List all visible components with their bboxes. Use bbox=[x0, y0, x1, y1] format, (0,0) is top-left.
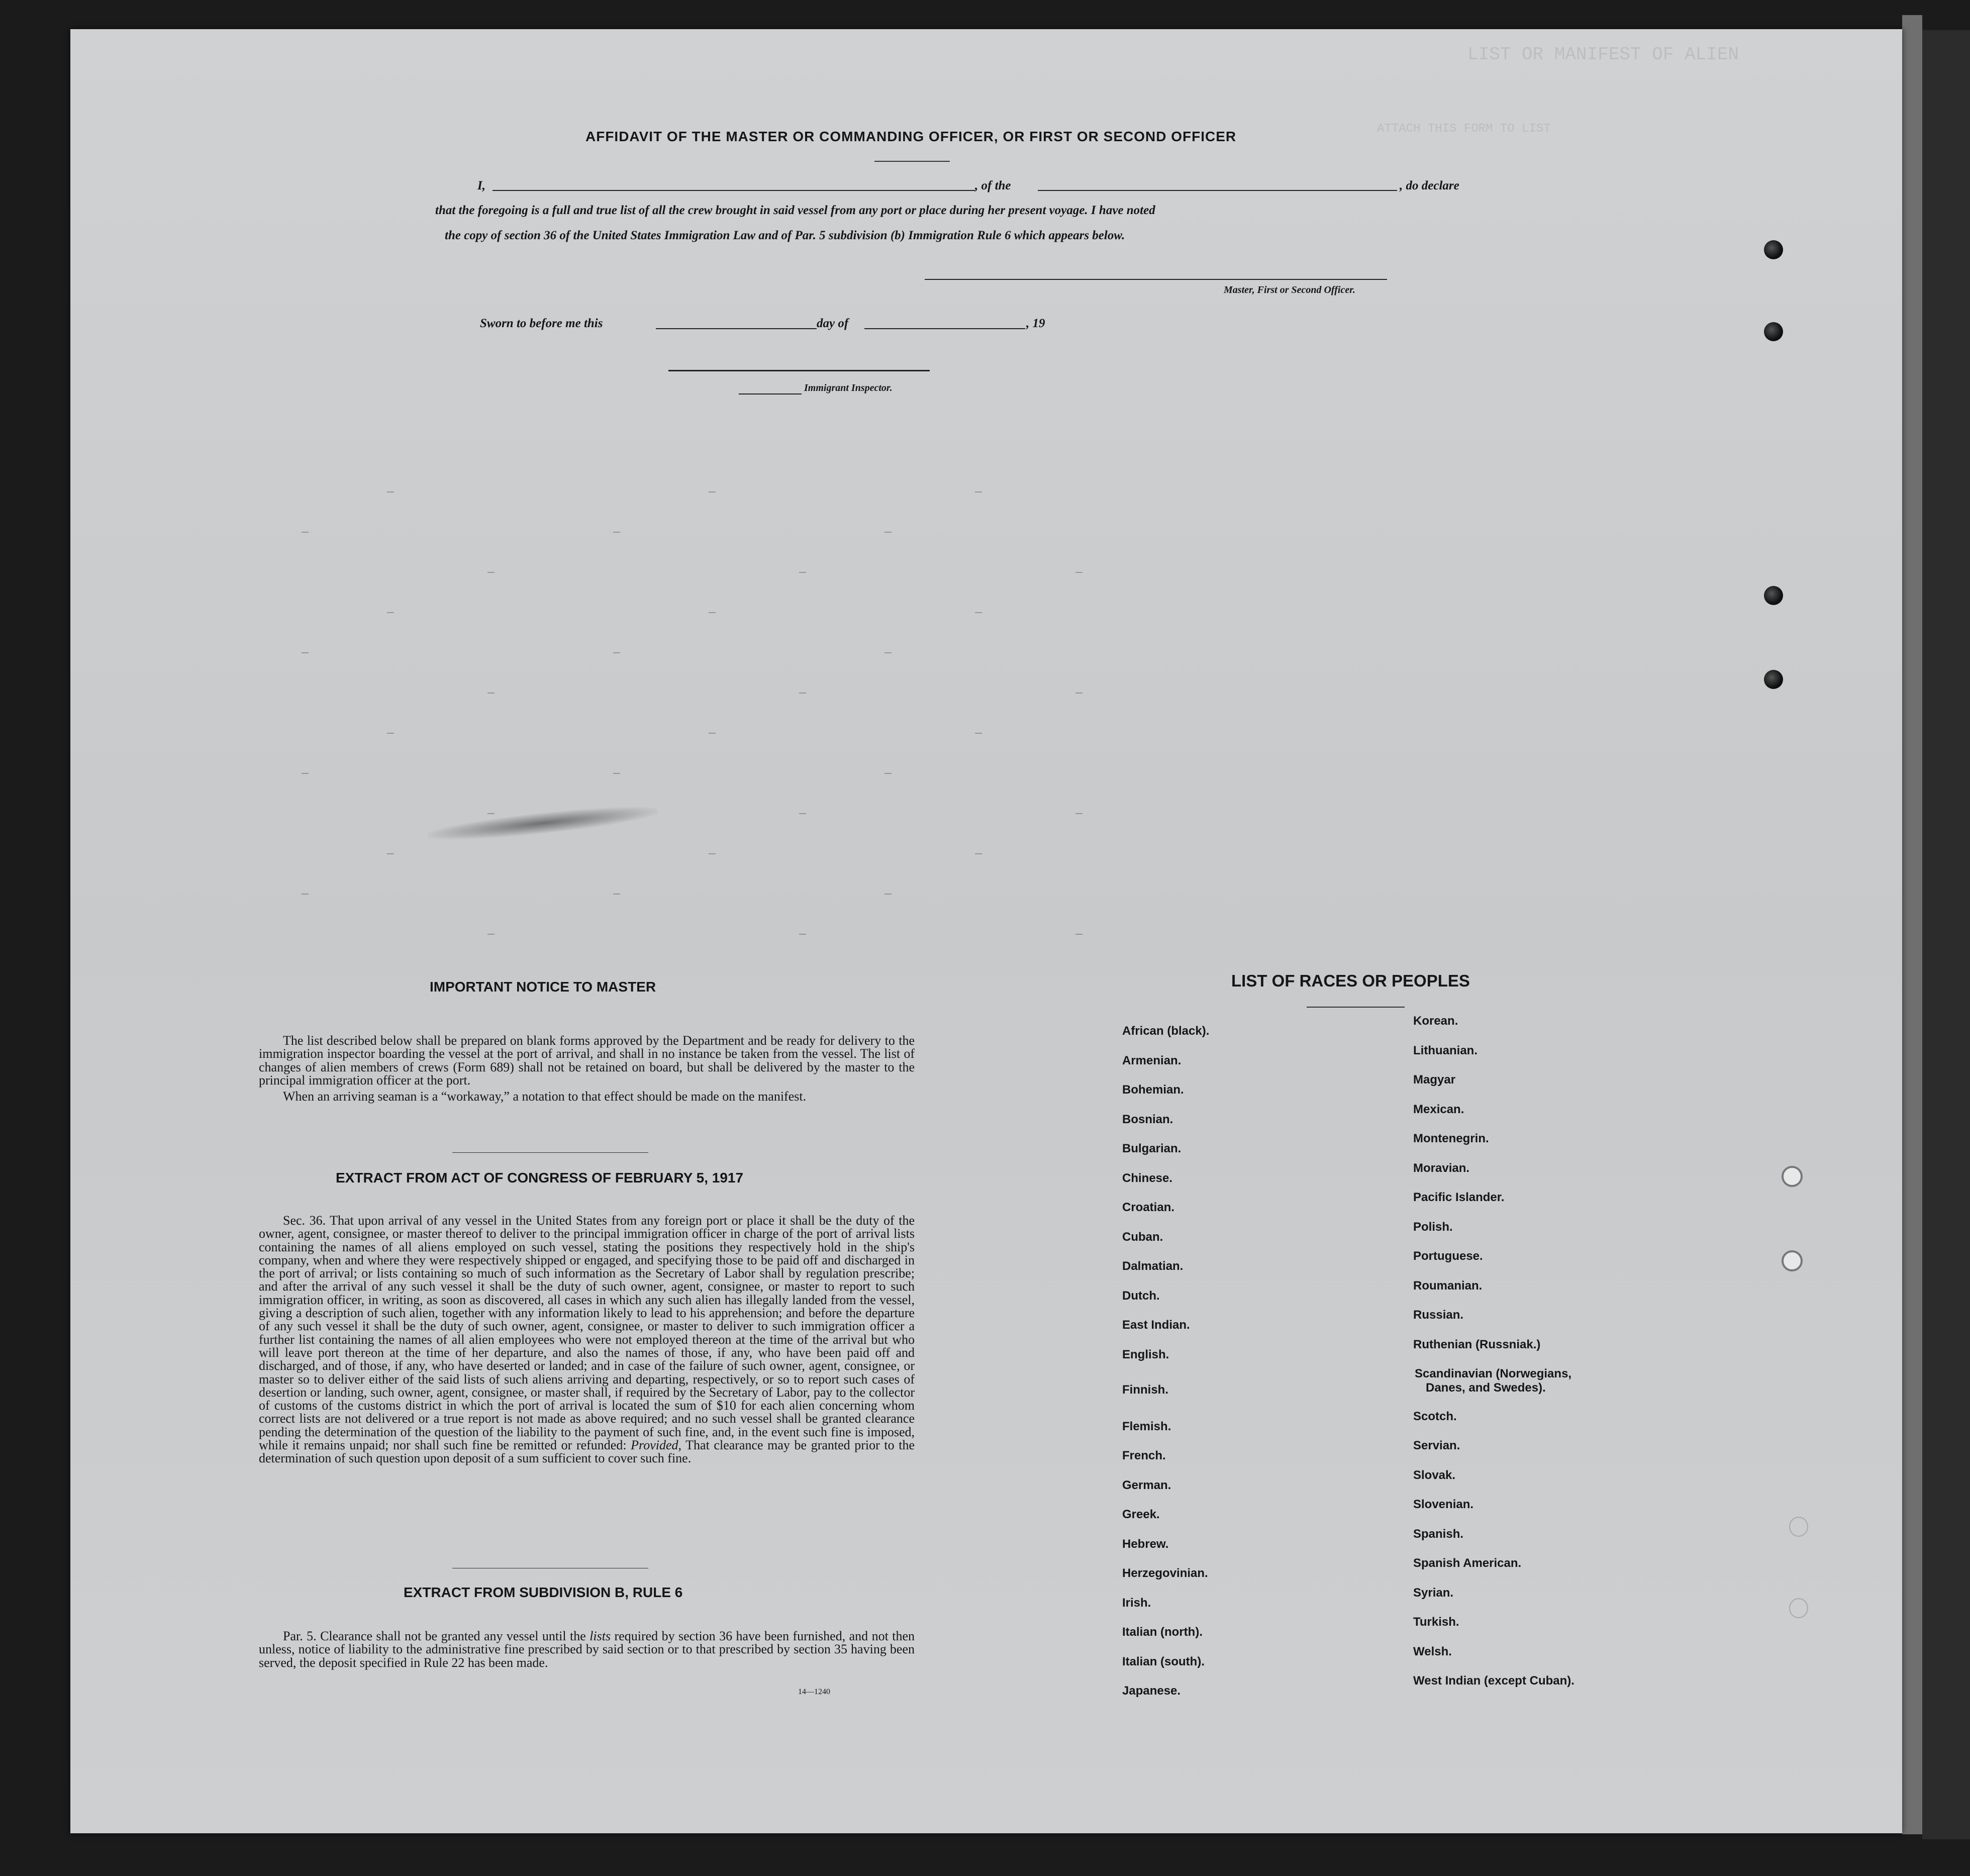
race-item: African (black). bbox=[1122, 1024, 1210, 1038]
section-36-text: That upon arrival of any vessel in the United States from any foreign port or place it shall be the duty of the owner, agent, consignee, or master thereof to deliver to the principal immigration officer in charge of the port of arrival lists containing the names of all aliens employed on such vessel, stating the positions they respectively hold in the ship's company, when and where they were respectively shipped or engaged, and specifying those to be paid off and discharged in the port of arrival; or lists containing so much of such information as the Secretary of Labor shall by regulation prescribe; and after the arrival of any such vessel it shall be the duty of such owner, agent, consignee, or master to report to such immigration officer, in writing, as soon as discovered, all cases in which any such alien has illegally landed from the vessel, giving a description of such alien, together with any information likely to lead to his apprehension; and before the departure of any such vessel it shall be the duty of such owner, agent, consignee, or master to deliver to such immigration officer a further list containing the names of all alien employees who were not employed thereon at the time of the arrival but who will leave port thereon at the time of her departure, and also the names of those, if any, who have been paid off and discharged, and of those, if any, who have deserted or landed; and in case of the failure of such owner, agent, consignee, or master so to deliver either of the said lists of such aliens arriving and departing, respectively, or so to report such cases of desertion or landing, such owner, agent, consignee, or master shall, if required by the Secretary of Labor, pay to the collector of customs of the customs district in which the port of arrival is located the sum of $10 for each alien concerning whom correct lists are not delivered or a true report is not made as above required; and no such vessel shall be granted clearance pending the determination of the question of the liability to the payment of such fine, and, in the event such fine is imposed, while it remains unpaid; nor shall such fine be remitted or refunded: bbox=[259, 1213, 915, 1453]
sworn-day-of: day of bbox=[817, 317, 849, 330]
race-item: Korean. bbox=[1413, 1014, 1458, 1028]
bleed-through-dash bbox=[487, 572, 495, 573]
punch-hole bbox=[1782, 1166, 1803, 1187]
race-item: Irish. bbox=[1122, 1596, 1151, 1610]
race-item: Magyar bbox=[1413, 1073, 1456, 1087]
punch-hole bbox=[1764, 322, 1783, 341]
race-item: Croatian. bbox=[1122, 1201, 1175, 1214]
vessel-blank-line bbox=[1038, 190, 1397, 191]
bleed-through-dash bbox=[302, 652, 309, 653]
race-item: Slovak. bbox=[1413, 1468, 1456, 1482]
ink-smudge bbox=[427, 801, 659, 845]
bleed-through-dash bbox=[975, 491, 982, 492]
race-item: Bohemian. bbox=[1122, 1083, 1184, 1097]
race-item: East Indian. bbox=[1122, 1318, 1190, 1332]
notice-body bbox=[259, 1034, 915, 1103]
bleed-through-dash bbox=[709, 612, 716, 613]
name-blank-line bbox=[492, 190, 975, 191]
punch-hole bbox=[1764, 586, 1783, 605]
notice-title: IMPORTANT NOTICE TO MASTER bbox=[430, 979, 656, 995]
bleed-through-dash bbox=[387, 612, 394, 613]
race-item: Finnish. bbox=[1122, 1383, 1168, 1397]
races-title-underline bbox=[1307, 1007, 1405, 1008]
bleed-through-dash bbox=[302, 532, 309, 533]
extract-act-body bbox=[259, 1214, 915, 1465]
race-item: Spanish. bbox=[1413, 1527, 1464, 1541]
race-item: Roumanian. bbox=[1413, 1278, 1483, 1293]
race-item: Herzegovinian. bbox=[1122, 1566, 1208, 1580]
race-item: English. bbox=[1122, 1347, 1169, 1361]
bleed-through-dash bbox=[975, 612, 982, 613]
sworn-month-line bbox=[864, 328, 1025, 329]
bleed-through-mark: ATTACH THIS FORM TO LIST bbox=[1377, 122, 1551, 136]
bleed-through-dash bbox=[613, 532, 620, 533]
affidavit-i-label: I, bbox=[477, 179, 485, 192]
race-item: Dalmatian. bbox=[1122, 1259, 1184, 1273]
provided-word: Provided, bbox=[631, 1438, 682, 1453]
affidavit-line-3: the copy of section 36 of the United States Immigration Law and of Par. 5 subdivision (b) Immigration Rule 6 which appears below. bbox=[445, 229, 1125, 242]
race-item: West Indian (except Cuban). bbox=[1413, 1674, 1574, 1688]
race-item: Ruthenian (Russniak.) bbox=[1413, 1337, 1541, 1351]
race-item: Bulgarian. bbox=[1122, 1142, 1181, 1155]
bleed-through-dash bbox=[1075, 934, 1082, 935]
punch-hole bbox=[1789, 1517, 1808, 1537]
extract-rule-body bbox=[259, 1630, 915, 1669]
race-item: Moravian. bbox=[1413, 1161, 1470, 1175]
bleed-through-dash bbox=[487, 693, 495, 694]
punch-hole bbox=[1789, 1598, 1808, 1618]
bleed-through-dash bbox=[613, 652, 620, 653]
race-item: Pacific Islander. bbox=[1413, 1191, 1505, 1204]
punch-hole bbox=[1782, 1250, 1803, 1271]
race-item: Greek. bbox=[1122, 1508, 1160, 1521]
rule-text-end: required by section 36 have been furnished, and not then unless, notice of liability to the administrative fine prescribed by said section or to that prescribed by section 35 having been served, the deposit specified in Rule 22 has been made. bbox=[259, 1629, 915, 1670]
race-item: Montenegrin. bbox=[1413, 1132, 1489, 1145]
race-item: Syrian. bbox=[1413, 1586, 1454, 1600]
bleed-through-dash bbox=[799, 813, 806, 814]
bleed-through-dash bbox=[387, 853, 394, 854]
bleed-through-dash bbox=[302, 773, 309, 774]
race-item: Russian. bbox=[1413, 1308, 1464, 1322]
race-item: Scotch. bbox=[1413, 1409, 1457, 1423]
sworn-prefix: Sworn to before me this bbox=[480, 317, 603, 330]
race-item: Armenian. bbox=[1122, 1053, 1181, 1067]
section-divider bbox=[452, 1152, 648, 1153]
document-page bbox=[70, 29, 1902, 1833]
race-item: Spanish American. bbox=[1413, 1556, 1522, 1570]
race-item: Italian (south). bbox=[1122, 1654, 1205, 1668]
notice-paragraph-2: When an arriving seaman is a “workaway,” a notation to that effect should be made on the manifest. bbox=[283, 1089, 807, 1104]
race-item: French. bbox=[1122, 1449, 1166, 1462]
affidavit-of-the-label: , of the bbox=[975, 179, 1011, 192]
signature-line bbox=[925, 279, 1387, 280]
bleed-through-dash bbox=[799, 572, 806, 573]
bleed-through-dash bbox=[1075, 813, 1082, 814]
race-item: Turkish. bbox=[1413, 1615, 1459, 1629]
bleed-through-dash bbox=[884, 652, 892, 653]
race-item: Welsh. bbox=[1413, 1644, 1452, 1658]
inspector-signature-line bbox=[668, 370, 930, 371]
race-item: Polish. bbox=[1413, 1220, 1453, 1234]
race-item: Flemish. bbox=[1122, 1419, 1171, 1433]
race-item: Lithuanian. bbox=[1413, 1043, 1478, 1057]
sworn-year: , 19 bbox=[1026, 317, 1045, 330]
race-item: Italian (north). bbox=[1122, 1625, 1203, 1639]
bleed-through-dash bbox=[709, 853, 716, 854]
races-title: LIST OF RACES OR PEOPLES bbox=[1231, 971, 1470, 990]
scanner-background bbox=[1922, 30, 1970, 1839]
race-item: Mexican. bbox=[1413, 1102, 1464, 1116]
signature-caption: Master, First or Second Officer. bbox=[1224, 284, 1355, 295]
bleed-through-dash bbox=[884, 532, 892, 533]
bleed-through-dash bbox=[799, 934, 806, 935]
bleed-through-dash bbox=[487, 813, 495, 814]
race-item: German. bbox=[1122, 1478, 1171, 1492]
bleed-through-dash bbox=[709, 491, 716, 492]
affidavit-declare-label: , do declare bbox=[1400, 179, 1459, 192]
bleed-through-mark: LIST OR MANIFEST OF ALIEN bbox=[1467, 44, 1739, 65]
race-item: Portuguese. bbox=[1413, 1249, 1483, 1263]
bleed-through-dash bbox=[1075, 693, 1082, 694]
bleed-through-dash bbox=[884, 773, 892, 774]
rule-text-start: Par. 5. Clearance shall not be granted any vessel until the bbox=[283, 1629, 586, 1643]
bleed-through-dash bbox=[387, 733, 394, 734]
sworn-day-line bbox=[656, 328, 817, 329]
affidavit-line-2: that the foregoing is a full and true list of all the crew brought in said vessel from any port or place during her present voyage. I have noted bbox=[435, 204, 1155, 217]
bleed-through-dash bbox=[975, 853, 982, 854]
race-item: Slovenian. bbox=[1413, 1498, 1474, 1511]
race-item: Chinese. bbox=[1122, 1171, 1173, 1185]
bleed-through-dash bbox=[613, 894, 620, 895]
bleed-through-dash bbox=[487, 934, 495, 935]
punch-hole bbox=[1764, 240, 1783, 259]
section-36-proviso: That clearance may be granted prior to the determination of such question upon deposit of a sum sufficient to cover such fine. bbox=[259, 1438, 915, 1466]
lists-word: lists bbox=[589, 1629, 611, 1643]
bleed-through-dash bbox=[799, 693, 806, 694]
section-label: Sec. 36. bbox=[283, 1213, 326, 1228]
race-item: Scandinavian (Norwegians, Danes, and Swedes). bbox=[1415, 1367, 1572, 1395]
race-item: Hebrew. bbox=[1122, 1537, 1169, 1551]
extract-rule-title: EXTRACT FROM SUBDIVISION B, RULE 6 bbox=[404, 1585, 683, 1600]
punch-hole bbox=[1764, 670, 1783, 689]
bleed-through-dash bbox=[709, 733, 716, 734]
race-item: Bosnian. bbox=[1122, 1112, 1173, 1126]
race-item: Cuban. bbox=[1122, 1230, 1163, 1244]
extract-act-title: EXTRACT FROM ACT OF CONGRESS OF FEBRUARY 5, 1917 bbox=[336, 1170, 744, 1186]
title-underline bbox=[874, 161, 950, 162]
bleed-through-dash bbox=[884, 894, 892, 895]
race-item: Dutch. bbox=[1122, 1289, 1160, 1303]
inspector-caption: Immigrant Inspector. bbox=[804, 382, 893, 393]
form-number: 14—1240 bbox=[798, 1688, 830, 1696]
notice-paragraph-1: The list described below shall be prepared on blank forms approved by the Department and be ready for delivery to the immigration inspector boarding the vessel at the port of arrival, and shall in no instance be taken from the vessel. The list of changes of alien members of crews (Form 689) shall not be retained on board, but shall be delivered by the master to the principal immigration officer at the port. bbox=[259, 1033, 915, 1088]
inspector-short-line bbox=[739, 393, 802, 394]
bleed-through-dash bbox=[302, 894, 309, 895]
page-edge-shadow bbox=[1902, 15, 1922, 1834]
race-item: Servian. bbox=[1413, 1439, 1460, 1452]
bleed-through-dash bbox=[1075, 572, 1082, 573]
bleed-through-dash bbox=[613, 773, 620, 774]
affidavit-title: AFFIDAVIT OF THE MASTER OR COMMANDING OFFICER, OR FIRST OR SECOND OFFICER bbox=[585, 129, 1237, 144]
bleed-through-dash bbox=[387, 491, 394, 492]
race-item: Japanese. bbox=[1122, 1684, 1181, 1698]
bleed-through-dash bbox=[975, 733, 982, 734]
